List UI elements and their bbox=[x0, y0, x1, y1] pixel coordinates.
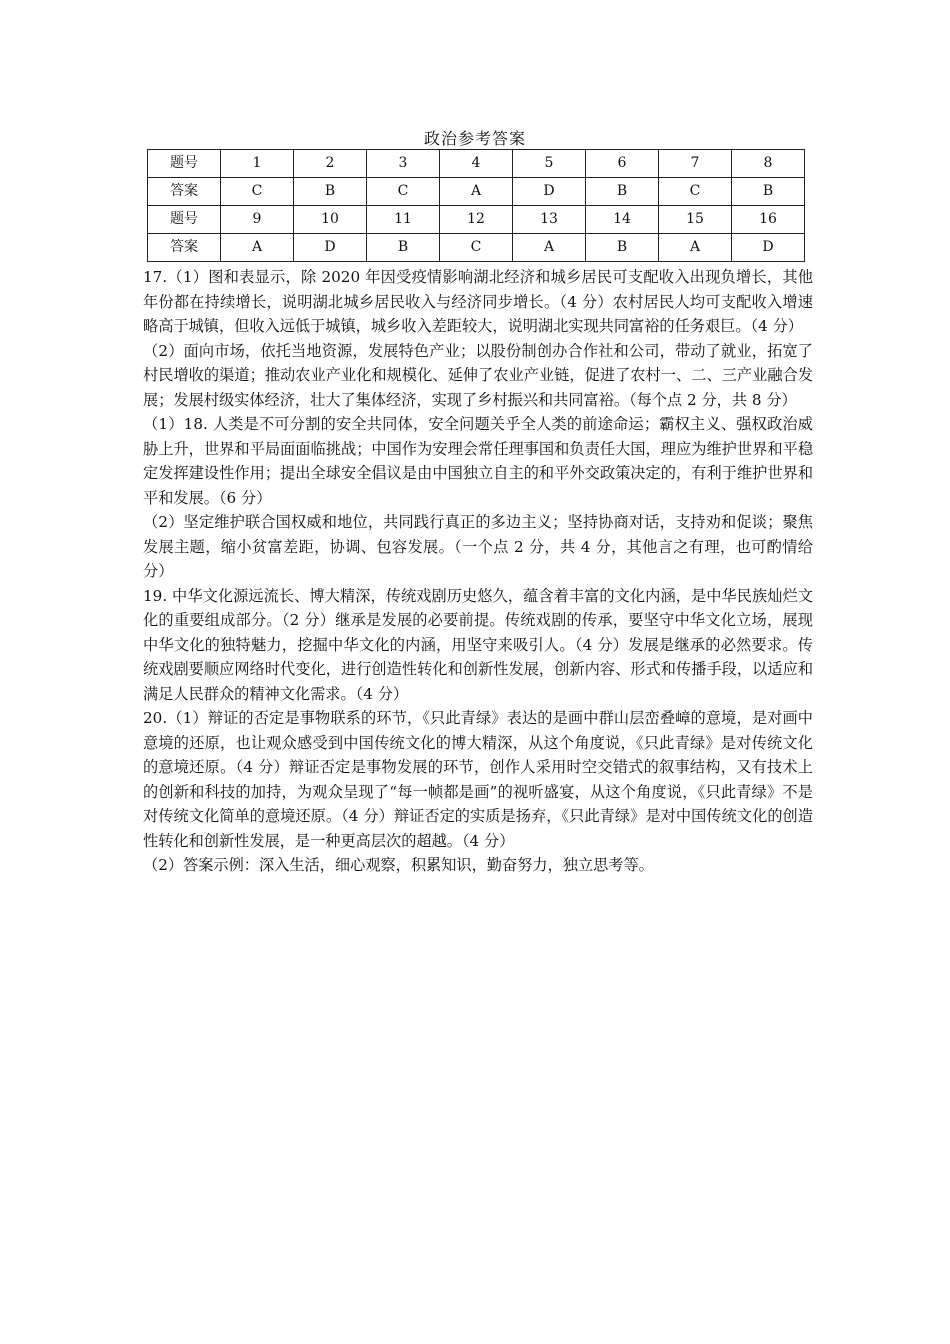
table-cell: C bbox=[367, 178, 440, 206]
table-cell: B bbox=[294, 178, 367, 206]
table-cell: 4 bbox=[440, 150, 513, 178]
answer-paragraph-18-2: （2）坚定维护联合国权威和地位，共同践行真正的多边主义；坚持协商对话，支持劝和促谈；聚焦发展主题，缩小贫富差距，协调、包容发展。（一个点 2 分，共 4 分，其他言之有理，也可酌情给分） bbox=[143, 513, 813, 580]
answer-body bbox=[143, 265, 813, 878]
answer-paragraph-18-1: （1）18. 人类是不可分割的安全共同体，安全问题关乎全人类的前途命运；霸权主义、强权政治威胁上升，世界和平局面面临挑战；中国作为安理会常任理事国和负责任大国，理应为维护世界和平稳定发挥建设性作用；提出全球安全倡议是由中国独立自主的和平外交政策决定的，有利于维护世界和平和发展。（6 分） bbox=[143, 415, 813, 507]
answer-paragraph-17-2: （2）面向市场，依托当地资源，发展特色产业；以股份制创办合作社和公司，带动了就业，拓宽了村民增收的渠道；推动农业产业化和规模化、延伸了农业产业链，促进了农村一、二、三产业融合发展；发展村级实体经济，壮大了集体经济，实现了乡村振兴和共同富裕。（每个点 2 分，共 8 分） bbox=[143, 341, 813, 409]
table-row bbox=[148, 150, 805, 178]
row-label: 题号 bbox=[148, 206, 221, 234]
table-cell: B bbox=[586, 178, 659, 206]
table-cell: 2 bbox=[294, 150, 367, 178]
table-cell: 14 bbox=[586, 206, 659, 234]
table-cell: B bbox=[586, 234, 659, 262]
table-cell: C bbox=[221, 178, 294, 206]
answer-paragraph-20-1: 20.（1）辩证的否定是事物联系的环节，《只此青绿》表达的是画中群山层峦叠嶂的意境，是对画中意境的还原，也让观众感受到中国传统文化的博大精深，从这个角度说，《只此青绿》是对传统文化的意境还原。（4 分）辩证否定是事物发展的环节，创作人采用时空交错式的叙事结构，又有技术上的创新和科技的加持，为观众呈现了“每一帧都是画”的视听盛宴，从这个角度说，《只此青绿》不是对传统文化简单的意境还原。（4 分）辩证否定的实质是扬弃，《只此青绿》是对中国传统文化的创造性转化和创新性发展，是一种更高层次的超越。（4 分） bbox=[143, 709, 813, 850]
answer-paragraph-19: 19. 中华文化源远流长、博大精深，传统戏剧历史悠久，蕴含着丰富的文化内涵，是中华民族灿烂文化的重要组成部分。（2 分）继承是发展的必要前提。传统戏剧的传承，要坚守中华文化立场，展现中华文化的独特魅力，挖掘中华文化的内涵，用坚守来吸引人。（4 分）发展是继承的必然要求。传统戏剧要顺应网络时代变化，进行创造性转化和创新性发展，创新内容、形式和传播手段，以适应和满足人民群众的精神文化需求。（4 分） bbox=[143, 586, 813, 703]
answer-paragraph-17-1: 17.（1）图和表显示，除 2020 年因受疫情影响湖北经济和城乡居民可支配收入出现负增长，其他年份都在持续增长，说明湖北城乡居民收入与经济同步增长。（4 分）农村居民人均可支配收入增速略高于城镇，但收入远低于城镇，城乡收入差距较大，说明湖北实现共同富裕的任务艰巨。（4 分） bbox=[143, 268, 813, 335]
table-cell: 5 bbox=[513, 150, 586, 178]
table-row bbox=[148, 178, 805, 206]
table-cell: D bbox=[294, 234, 367, 262]
table-cell: A bbox=[221, 234, 294, 262]
table-cell: 1 bbox=[221, 150, 294, 178]
table-cell: B bbox=[732, 178, 805, 206]
table-cell: 7 bbox=[659, 150, 732, 178]
page-title: 政治参考答案 bbox=[423, 129, 526, 148]
table-cell: A bbox=[513, 234, 586, 262]
table-cell: C bbox=[440, 234, 513, 262]
answer-table bbox=[147, 149, 805, 262]
table-cell: 6 bbox=[586, 150, 659, 178]
row-label: 题号 bbox=[148, 150, 221, 178]
answer-paragraph-20-2: （2）答案示例：深入生活，细心观察，积累知识，勤奋努力，独立思考等。 bbox=[143, 856, 654, 874]
table-cell: A bbox=[440, 178, 513, 206]
table-cell: 13 bbox=[513, 206, 586, 234]
table-cell: A bbox=[659, 234, 732, 262]
table-row bbox=[148, 206, 805, 234]
table-cell: B bbox=[367, 234, 440, 262]
table-cell: 9 bbox=[221, 206, 294, 234]
table-cell: 10 bbox=[294, 206, 367, 234]
table-cell: C bbox=[659, 178, 732, 206]
table-cell: 8 bbox=[732, 150, 805, 178]
table-cell: D bbox=[513, 178, 586, 206]
row-label: 答案 bbox=[148, 178, 221, 206]
table-cell: D bbox=[732, 234, 805, 262]
table-cell: 12 bbox=[440, 206, 513, 234]
table-cell: 11 bbox=[367, 206, 440, 234]
table-row bbox=[148, 234, 805, 262]
table-cell: 3 bbox=[367, 150, 440, 178]
row-label: 答案 bbox=[148, 234, 221, 262]
table-cell: 16 bbox=[732, 206, 805, 234]
table-cell: 15 bbox=[659, 206, 732, 234]
